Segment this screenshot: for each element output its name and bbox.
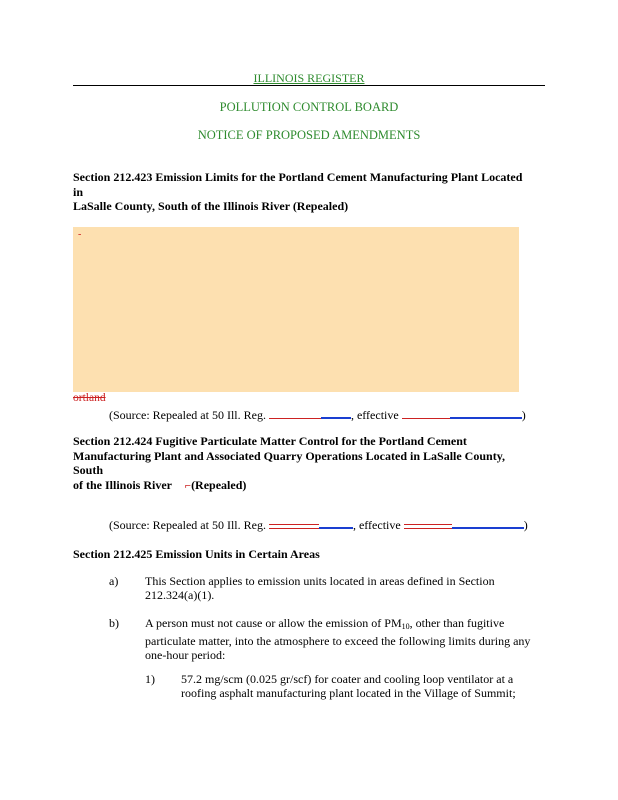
section-424-title-line3: [73, 478, 533, 494]
item-1-label: 1): [145, 672, 155, 686]
section-423-source-note: [109, 408, 526, 423]
effective-blank-struck: [404, 524, 452, 529]
highlight-mark: -: [78, 229, 82, 240]
reg-blank-struck: [269, 524, 319, 529]
section-424-title: [73, 434, 533, 493]
highlighted-deleted-text-block: [73, 227, 519, 392]
title-line3-text: of the Illinois River: [73, 477, 172, 492]
board-heading: POLLUTION CONTROL BOARD: [219, 100, 399, 114]
source-effective: , effective: [352, 518, 401, 532]
b-text-post: , other than fugitive particulate matter, into the atmosphere to exceed the following limits during any one-hour period:: [145, 616, 531, 662]
reg-blank-red: [269, 418, 321, 419]
subsection-b-text: [145, 616, 545, 662]
section-424-title-line2: Manufacturing Plant and Associated Quarry Operations Located in LaSalle County, South: [73, 448, 506, 477]
subsection-a-label: a): [109, 574, 119, 588]
section-424-title-line1: Section 212.424 Fugitive Particulate Matter Control for the Portland Cement: [73, 434, 467, 448]
source-close: ): [523, 518, 528, 532]
pm-subscript: 10: [401, 622, 410, 631]
source-prefix: (Source: Repealed at 50 Ill. Reg.: [109, 408, 266, 422]
source-close: ): [521, 408, 526, 422]
header-rule: [73, 85, 545, 86]
section-423-title-line2: LaSalle County, South of the Illinois River (Repealed): [73, 199, 349, 213]
item-1-text: 57.2 mg/scm (0.025 gr/scf) for coater and cooling loop ventilator at a roofing asphalt manufacturing plant located in the Village of Summit;: [181, 672, 516, 700]
deleted-fragment: ortland: [73, 392, 106, 404]
repealed-label: (Repealed): [191, 477, 247, 492]
reg-blank-blue: [321, 417, 351, 419]
effective-blank-blue: [450, 417, 522, 419]
subsection-b-label: b): [109, 616, 119, 630]
reg-blank-blue: [319, 527, 353, 529]
source-effective: , effective: [350, 408, 399, 422]
effective-blank-blue: [452, 527, 524, 529]
insertion-mark-icon: ⌐: [184, 479, 192, 492]
section-424-source-note: [109, 518, 528, 533]
b-text-pre: A person must not cause or allow the emission of PM: [145, 616, 402, 630]
notice-heading: NOTICE OF PROPOSED AMENDMENTS: [197, 128, 421, 142]
section-423-title: [73, 170, 533, 214]
source-prefix: (Source: Repealed at 50 Ill. Reg.: [109, 518, 266, 532]
section-425-title: Section 212.425 Emission Units in Certain Areas: [73, 547, 320, 561]
subsection-a-text: This Section applies to emission units located in areas defined in Section 212.324(a)(1).: [145, 574, 495, 602]
effective-blank-red: [402, 418, 450, 419]
section-423-title-line1: Section 212.423 Emission Limits for the Portland Cement Manufacturing Plant Located in: [73, 170, 523, 199]
register-heading: ILLINOIS REGISTER: [253, 71, 365, 85]
